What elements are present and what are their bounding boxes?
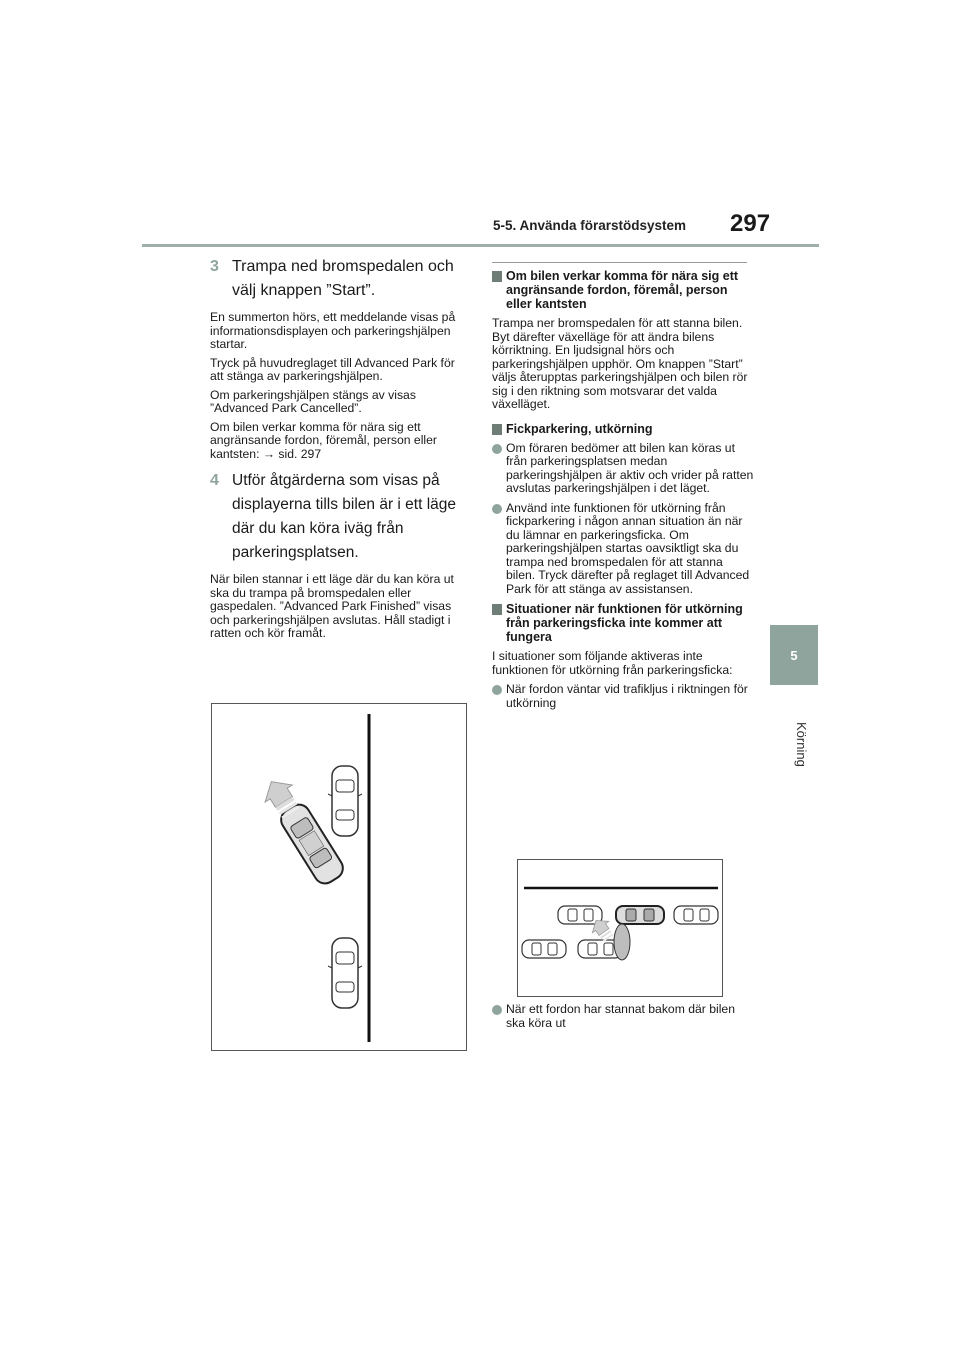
- step-text: Utför åtgärderna som visas på displayerna tills bilen är i ett läge där du kan köra iväg från parkeringsplatsen.: [232, 472, 457, 561]
- paragraph: När bilen stannar i ett läge där du kan köra ut ska du trampa på bromspedalen eller gaspedalen. ”Advanced Park Finished” visas och parkeringshjälpen avslutas. Håll stadigt i ratten och kör framåt.: [210, 572, 454, 640]
- list-item: [492, 442, 754, 496]
- page-number: 297: [730, 210, 771, 237]
- illustration-svg: [518, 860, 722, 996]
- bullet-icon: [492, 504, 502, 514]
- car-row-top: [558, 906, 718, 924]
- heading-marker-icon: [492, 604, 502, 615]
- heading-text: Situationer när funktionen för utkörning från parkeringsficka inte kommer att fungera: [506, 602, 743, 644]
- parked-car-rear: [328, 938, 362, 1008]
- paragraph: En summerton hörs, ett meddelande visas på informationsdisplayen och parkeringshjälpen startar.: [210, 310, 456, 351]
- heading-text: Fickparkering, utkörning: [506, 421, 653, 436]
- section-rule: [492, 262, 747, 263]
- heading-marker-icon: [492, 424, 502, 435]
- list-item: [492, 683, 754, 710]
- step-text: Trampa ned bromspedalen och välj knappen ”Start”.: [232, 258, 454, 299]
- list-item-text: Om föraren bedömer att bilen kan köras ut från parkeringsplatsen medan parkeringshjälpen är aktiv och vrider på ratten avslutas parkeringshjälpen i det läget.: [506, 440, 754, 495]
- car-row-bottom: [522, 940, 622, 958]
- step-number: 4: [210, 472, 219, 489]
- chapter-tab[interactable]: [770, 625, 818, 685]
- paragraph: Om bilen verkar komma för nära sig ett angränsande fordon, föremål, person eller kantsten: → sid. 297: [210, 419, 437, 461]
- bullet-icon: [492, 685, 502, 695]
- bullet-icon: [492, 444, 502, 454]
- traffic-queue-illustration: [517, 859, 723, 997]
- list-item-text: Använd inte funktionen för utkörning från fickparkering i någon annan situation än när du lämnar en parkeringsficka. Om parkeringshjälpen startas oavsiktligt ska du trampa ned bromspedalen för att stanna bilen. Tryck därefter på reglaget till Advanced Park för att stänga av assistansen.: [506, 500, 750, 596]
- bullet-icon: [492, 1005, 502, 1015]
- right-column: [492, 262, 754, 716]
- parked-car-front: [328, 766, 362, 836]
- paragraph: Trampa ner bromspedalen för att stanna bilen. Byt därefter växelläge för att ändra bilens körriktning. En ljudsignal hörs och parkeringshjälpen upphör. Om knappen ”Start” väljs återupptas parkeringshjälpen och bilen rör sig i den riktning som motsvarar det valda växelläget.: [492, 316, 748, 411]
- illustration-svg: [212, 704, 466, 1050]
- paragraph: Om parkeringshjälpen stängs av visas ”Advanced Park Cancelled”.: [210, 387, 416, 415]
- chapter-label: Körning: [794, 722, 809, 767]
- right-column-bottom: [492, 1003, 754, 1036]
- paragraph: Tryck på huvudreglaget till Advanced Park för att stänga av parkeringshjälpen.: [210, 355, 455, 383]
- section-title: 5-5. Använda förarstödsystem: [493, 218, 687, 233]
- left-column: [210, 255, 468, 646]
- chapter-number: 5: [790, 647, 798, 663]
- list-item-text: När fordon väntar vid trafikljus i riktningen för utkörning: [506, 682, 748, 710]
- list-item-text: När ett fordon har stannat bakom där bilen ska köra ut: [506, 1002, 735, 1030]
- parking-exit-illustration: [211, 703, 467, 1051]
- list-item: [492, 502, 754, 597]
- step-3: [210, 255, 468, 303]
- list-item: [492, 1003, 754, 1030]
- subsection-heading: [492, 422, 754, 436]
- subsection-heading: [492, 269, 754, 311]
- step-4: [210, 469, 468, 565]
- heading-text: Om bilen verkar komma för nära sig ett angränsande fordon, föremål, person eller kantsten: [506, 269, 739, 311]
- paragraph: I situationer som följande aktiveras inte funktionen för utkörning från parkeringsficka:: [492, 649, 733, 677]
- step-number: 3: [210, 258, 219, 275]
- heading-marker-icon: [492, 271, 502, 282]
- header-divider: [142, 244, 819, 247]
- subsection-heading: [492, 602, 754, 644]
